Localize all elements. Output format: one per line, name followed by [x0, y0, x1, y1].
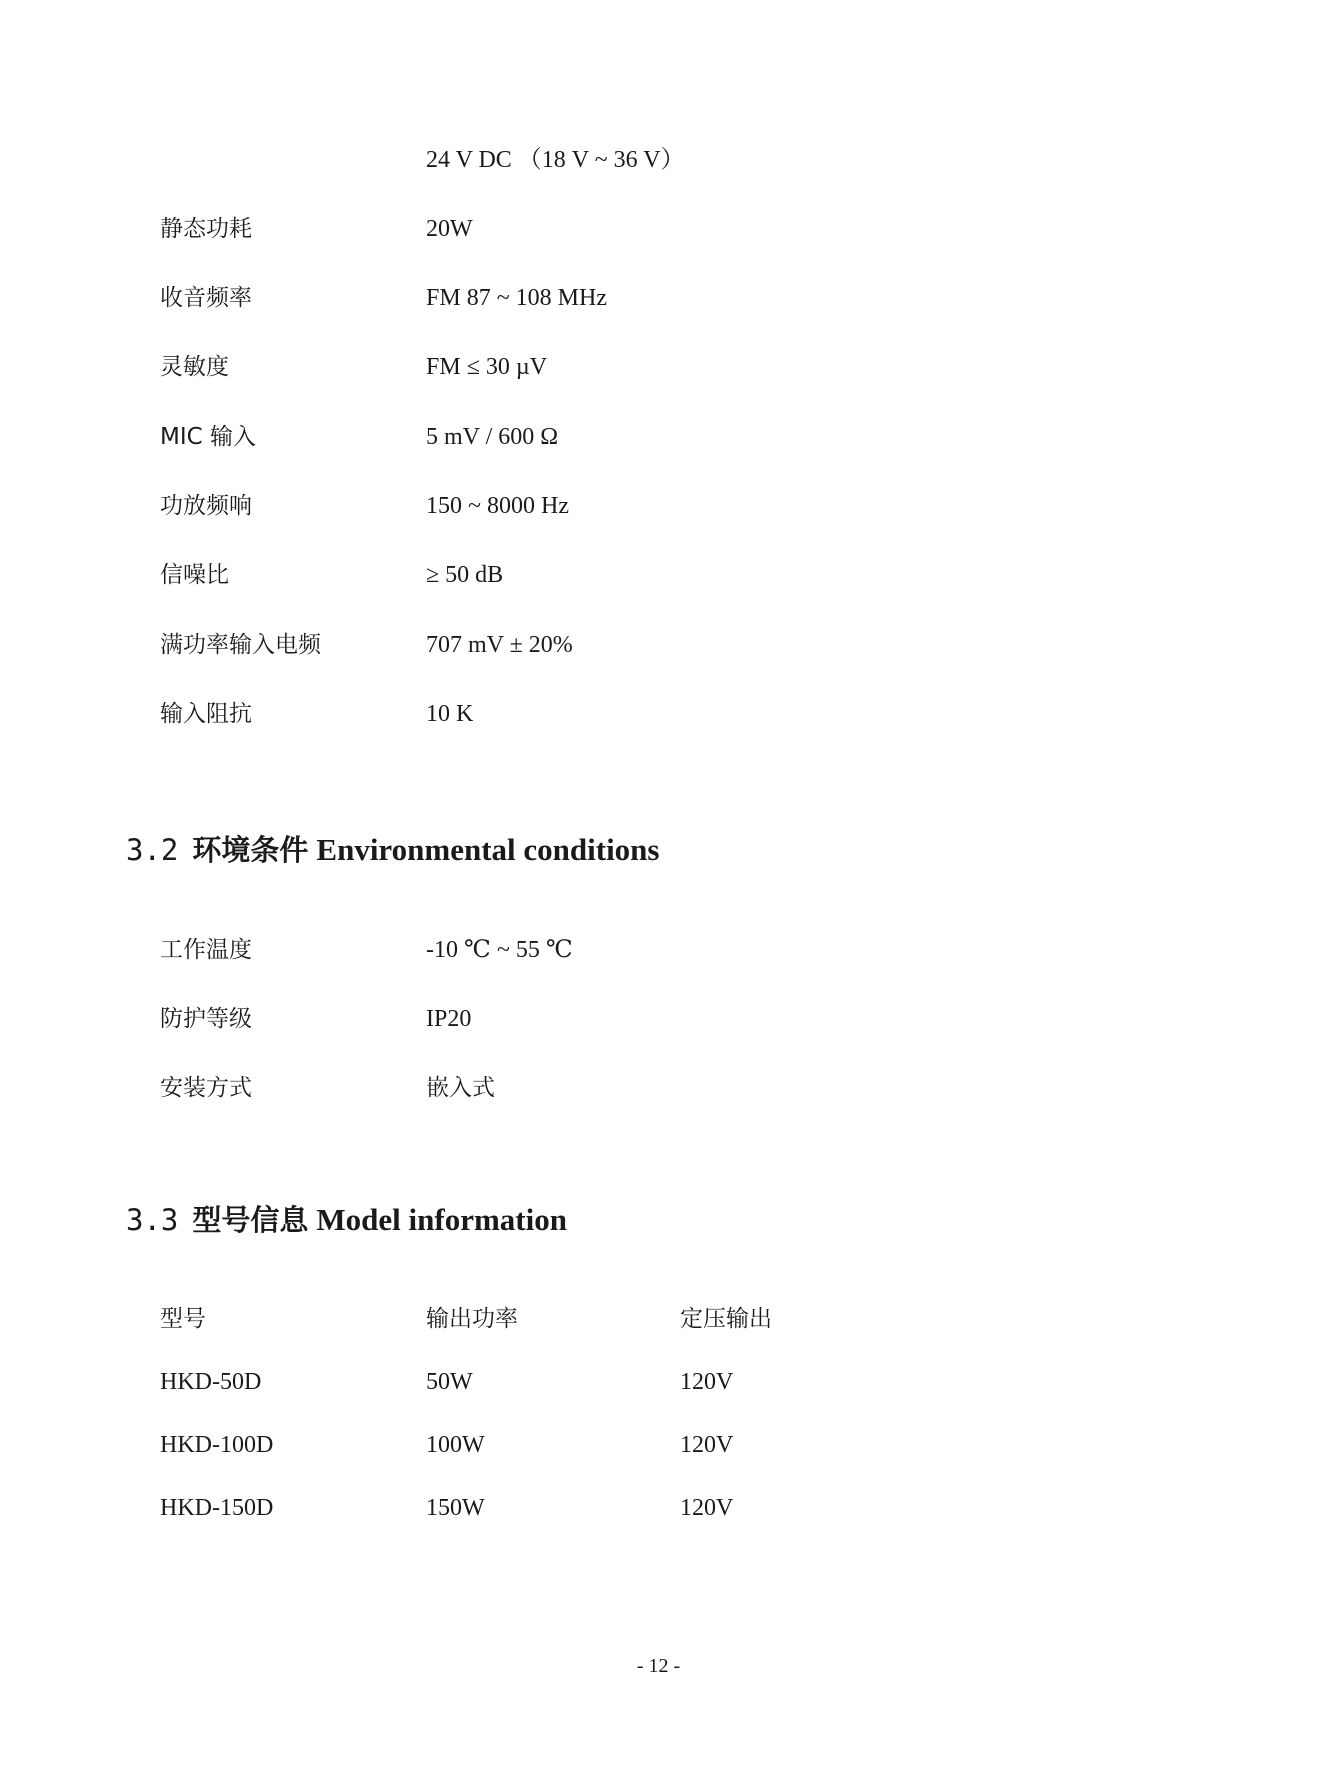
- section-title-en: Environmental conditions: [316, 832, 660, 867]
- section-number: 3.2: [126, 833, 179, 867]
- env-row-operating-temperature: [0, 930, 1317, 970]
- section-heading-model: [126, 1196, 567, 1244]
- spec-value: FM 87 ~ 108 MHz: [426, 285, 607, 311]
- spec-label: 静态功耗: [160, 216, 252, 242]
- model-power: 100W: [426, 1432, 485, 1458]
- model-name: HKD-150D: [160, 1495, 274, 1521]
- spec-value: 707 mV ± 20%: [426, 632, 573, 658]
- spec-label: 功放频响: [160, 493, 252, 519]
- header-constant-voltage: 定压输出: [680, 1306, 772, 1332]
- model-name: HKD-50D: [160, 1369, 262, 1395]
- spec-value: ≥ 50 dB: [426, 562, 504, 588]
- spec-row-mic-input: [0, 417, 1317, 457]
- env-label: 安装方式: [160, 1075, 252, 1101]
- model-voltage: 120V: [680, 1369, 734, 1395]
- env-row-installation: [0, 1068, 1317, 1108]
- header-output-power: 输出功率: [426, 1306, 518, 1332]
- spec-label: MIC 输入: [160, 424, 256, 450]
- env-value: -10 ℃ ~ 55 ℃: [426, 937, 573, 963]
- spec-value: 5 mV / 600 Ω: [426, 424, 559, 450]
- model-table-row: [0, 1425, 1317, 1465]
- spec-label: 信噪比: [160, 562, 229, 588]
- model-power: 150W: [426, 1495, 485, 1521]
- spec-label: 满功率输入电频: [160, 632, 321, 658]
- spec-value: 10 K: [426, 701, 474, 727]
- page-number: - 12 -: [636, 1655, 681, 1677]
- env-label: 防护等级: [160, 1006, 252, 1032]
- spec-value: 24 V DC （18 V ~ 36 V）: [426, 147, 685, 173]
- spec-value: 20W: [426, 216, 473, 242]
- spec-row-sensitivity: [0, 347, 1317, 387]
- spec-row-snr: [0, 555, 1317, 595]
- env-value: IP20: [426, 1006, 472, 1032]
- spec-row-full-power-input-level: [0, 625, 1317, 665]
- model-table-row: [0, 1362, 1317, 1402]
- spec-value: 150 ~ 8000 Hz: [426, 493, 569, 519]
- section-number: 3.3: [126, 1203, 179, 1237]
- section-title-en: Model information: [316, 1202, 567, 1237]
- model-table-row: [0, 1488, 1317, 1528]
- spec-row-input-impedance: [0, 694, 1317, 734]
- spec-label: 收音频率: [160, 285, 252, 311]
- spec-row-static-power: [0, 209, 1317, 249]
- spec-row-power-supply: [0, 140, 1317, 180]
- model-name: HKD-100D: [160, 1432, 274, 1458]
- spec-row-amp-frequency-response: [0, 486, 1317, 526]
- header-model: 型号: [160, 1306, 206, 1332]
- spec-value: FM ≤ 30 µV: [426, 354, 548, 380]
- model-power: 50W: [426, 1369, 473, 1395]
- model-voltage: 120V: [680, 1495, 734, 1521]
- section-heading-environmental: [126, 826, 659, 874]
- spec-label: 输入阻抗: [160, 701, 252, 727]
- env-label: 工作温度: [160, 937, 252, 963]
- spec-row-radio-frequency: [0, 278, 1317, 318]
- env-value: 嵌入式: [426, 1075, 495, 1101]
- model-voltage: 120V: [680, 1432, 734, 1458]
- env-row-protection-grade: [0, 999, 1317, 1039]
- spec-label: 灵敏度: [160, 354, 229, 380]
- section-title-cn: 环境条件: [192, 833, 309, 867]
- model-table-header: [0, 1299, 1317, 1339]
- section-title-cn: 型号信息: [192, 1203, 309, 1237]
